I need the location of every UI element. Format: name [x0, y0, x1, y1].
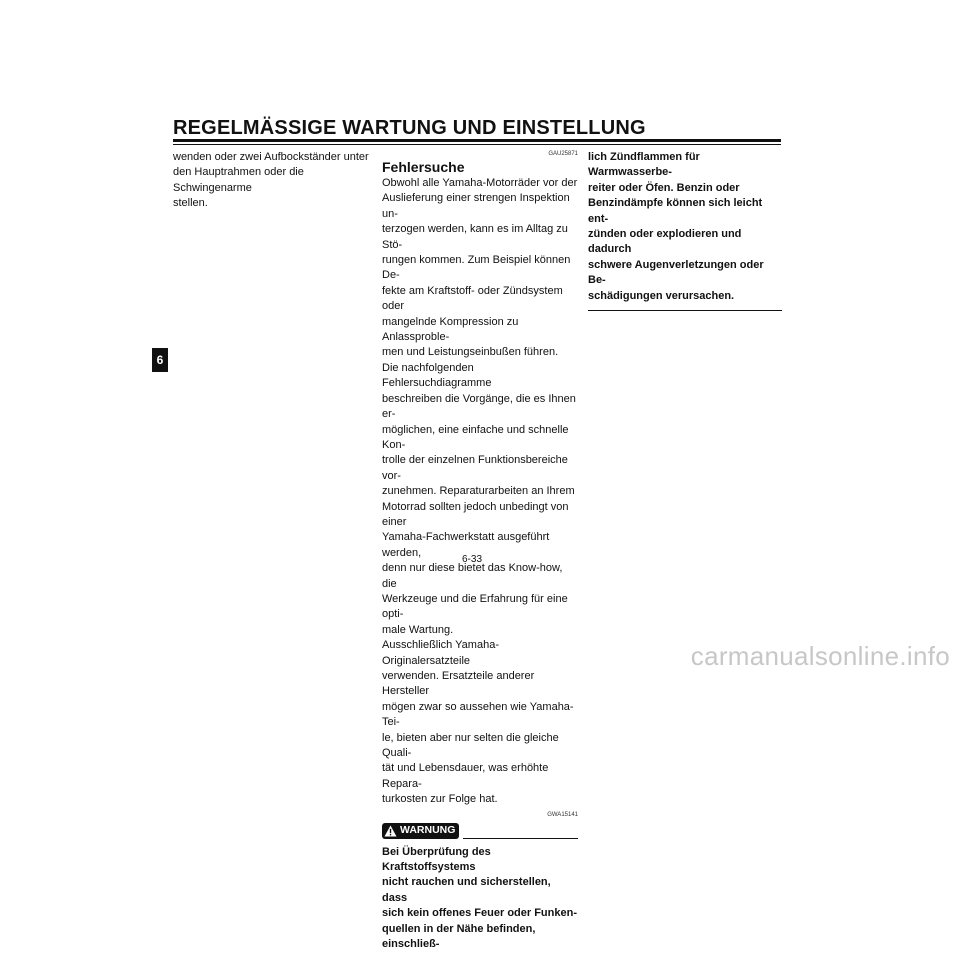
column-3 [588, 150, 782, 311]
warning-badge [382, 823, 459, 839]
warning-line: sich kein offenes Feuer oder Funken- [382, 907, 577, 920]
text-line: beschreiben die Vorgänge, die es Ihnen er- [382, 392, 576, 421]
text-line: den Hauptrahmen oder die Schwingenarme [173, 166, 304, 194]
text-line: wenden oder zwei Aufbockständer unter [173, 151, 369, 163]
text-line: Yamaha-Fachwerkstatt ausgeführt werden, [382, 531, 550, 559]
column-2 [382, 150, 578, 953]
text-line: Ausschließlich Yamaha-Originalersatzteile [382, 639, 499, 667]
text-line: möglichen, eine einfache und schnelle Kon- [382, 423, 569, 451]
warning-line: quellen in der Nähe befinden, einschließ- [382, 922, 536, 951]
warning-line: reiter oder Öfen. Benzin oder [588, 181, 740, 194]
warning-line: zünden oder explodieren und dadurch [588, 228, 742, 256]
title-rule-thin [173, 144, 781, 145]
text-line: Motorrad sollten jedoch unbedingt von einer [382, 500, 569, 528]
text-line: male Wartung. [382, 623, 454, 636]
warning-end-rule [588, 310, 782, 311]
section-code: GAU25871 [548, 151, 578, 157]
chapter-tab: 6 [152, 348, 168, 372]
page-number: 6-33 [462, 554, 483, 565]
warning-label: WARNUNG [400, 824, 456, 837]
watermark: carmanualsonline.info [690, 641, 950, 671]
text-line: rungen kommen. Zum Beispiel können De- [382, 254, 571, 282]
text-line: denn nur diese bietet das Know-how, die [382, 562, 563, 590]
warning-code: GWA15141 [547, 811, 578, 818]
text-line: mangelnde Kompression zu Anlassproble- [382, 315, 519, 344]
warning-line: Benzindämpfe können sich leicht ent- [588, 197, 763, 225]
warning-line: lich Zündflammen für Warmwasserbe- [588, 151, 700, 179]
text-line: trolle der einzelnen Funktionsbereiche vor- [382, 454, 568, 482]
text-line: men und Leistungseinbußen führen. [382, 346, 559, 359]
column-1 [173, 150, 369, 212]
text-line: Werkzeuge und die Erfahrung für eine opti- [382, 592, 568, 621]
warning-rule [463, 838, 578, 839]
section-heading: Fehlersuche [382, 159, 465, 175]
warning-line: schwere Augenverletzungen oder Be- [588, 258, 764, 287]
text-line: Die nachfolgenden Fehlersuchdiagramme [382, 361, 492, 390]
text-line: Obwohl alle Yamaha-Motorräder vor der [382, 177, 578, 189]
text-line: tät und Lebensdauer, was erhöhte Repara- [382, 762, 549, 790]
warning-header [382, 823, 578, 840]
warning-triangle-icon [384, 825, 397, 837]
warning-line: schädigungen verursachen. [588, 289, 735, 302]
text-line: le, bieten aber nur selten die gleiche Quali- [382, 731, 559, 760]
page-title: REGELMÄSSIGE WARTUNG UND EINSTELLUNG [173, 117, 646, 139]
warning-line: nicht rauchen und sicherstellen, dass [382, 876, 551, 904]
warning-line: Bei Überprüfung des Kraftstoffsystems [382, 845, 491, 874]
text-line: terzogen werden, kann es im Alltag zu Stö- [382, 223, 568, 251]
text-line: fekte am Kraftstoff- oder Zündsystem oder [382, 284, 563, 313]
title-rule-thick [173, 139, 781, 142]
text-line: Auslieferung einer strengen Inspektion un- [382, 192, 570, 220]
text-line: mögen zwar so aussehen wie Yamaha-Tei- [382, 700, 574, 729]
text-line: verwenden. Ersatzteile anderer Hersteller [382, 670, 535, 698]
text-line: stellen. [173, 197, 208, 210]
text-line: turkosten zur Folge hat. [382, 793, 498, 806]
text-line: zunehmen. Reparaturarbeiten an Ihrem [382, 485, 575, 498]
